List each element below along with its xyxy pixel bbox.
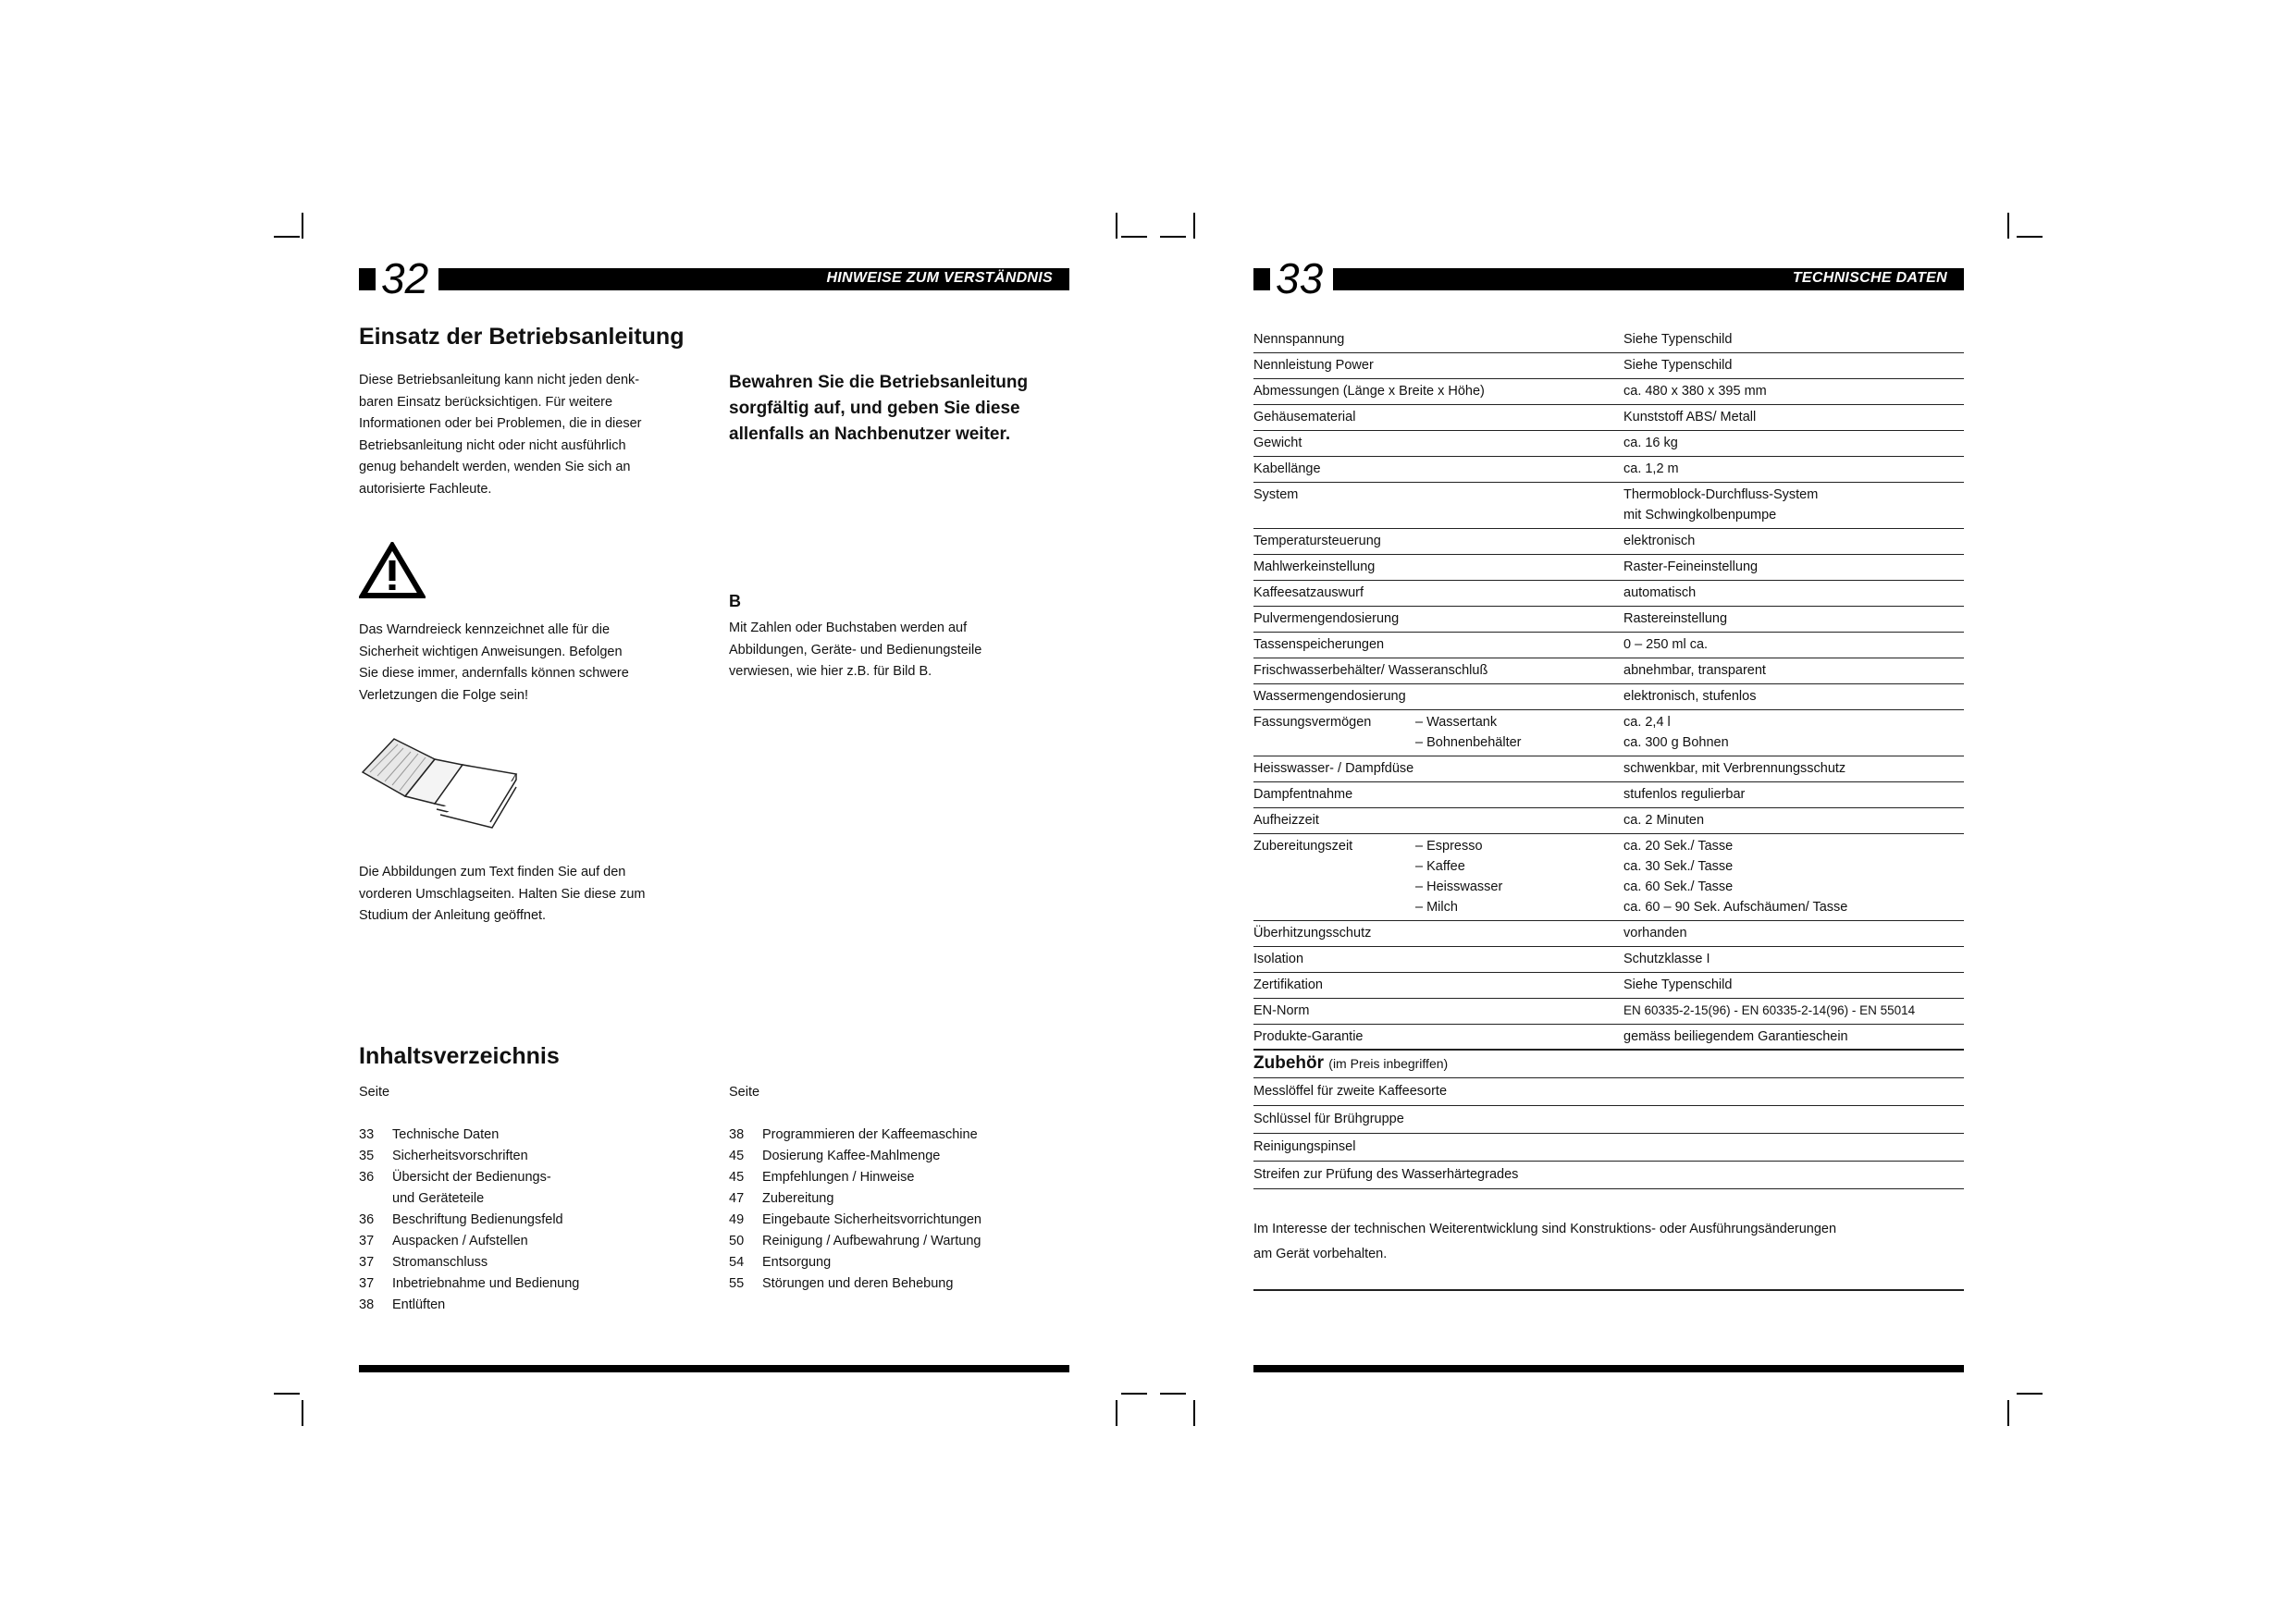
spec-label: Aufheizzeit	[1253, 813, 1319, 828]
spec-row	[1253, 947, 1964, 973]
spec-value: Thermoblock-Durchfluss-System mit Schwingkolbenpumpe	[1623, 487, 1819, 523]
spec-label: Kaffeesatzauswurf	[1253, 585, 1364, 600]
crop-mark	[1116, 1400, 1117, 1426]
spec-row	[1253, 684, 1964, 710]
spec-value: Kunststoff ABS/ Metall	[1623, 410, 1757, 424]
footer-rule	[359, 1365, 1069, 1372]
toc-seite-label: Seite	[359, 1085, 390, 1100]
warning-triangle-icon	[359, 542, 426, 599]
spec-value: elektronisch	[1623, 534, 1696, 548]
spec-value: abnehmbar, transparent	[1623, 663, 1766, 678]
spec-label: Wassermengendosierung	[1253, 689, 1406, 704]
spec-label: EN-Norm	[1253, 1003, 1310, 1018]
spec-value: gemäss beiliegendem Garantieschein	[1623, 1029, 1848, 1044]
spec-label: Zubereitungszeit	[1253, 839, 1353, 854]
header-square	[1253, 268, 1270, 290]
toc-row: 45 Dosierung Kaffee-Mahlmenge	[729, 1149, 941, 1163]
toc-row: 54 Entsorgung	[729, 1255, 832, 1270]
crop-mark	[274, 236, 300, 238]
spec-label: Pulvermengendosierung	[1253, 611, 1400, 626]
toc-row: 45 Empfehlungen / Hinweise	[729, 1170, 915, 1185]
spec-label: Isolation	[1253, 952, 1304, 966]
section-heading: Einsatz der Betriebsanleitung	[359, 324, 685, 350]
spec-value: Schutzklasse I	[1623, 952, 1710, 966]
header-bar	[1333, 268, 1964, 290]
spec-value: Siehe Typenschild	[1623, 977, 1733, 992]
spec-row	[1253, 756, 1964, 782]
toc-heading: Inhaltsverzeichnis	[359, 1043, 560, 1069]
spec-value: Rastereinstellung	[1623, 611, 1728, 626]
spec-row	[1253, 999, 1964, 1025]
spec-value: ca. 480 x 380 x 395 mm	[1623, 384, 1767, 399]
spec-sublabel: – Bohnenbehälter	[1415, 735, 1522, 750]
spec-value: EN 60335-2-15(96) - EN 60335-2-14(96) - EN 55014	[1623, 1003, 1916, 1017]
toc-row: 47 Zubereitung	[729, 1191, 834, 1206]
spec-row	[1253, 483, 1964, 529]
toc-row: 49 Eingebaute Sicherheitsvorrichtungen	[729, 1212, 981, 1227]
note-rule	[1253, 1289, 1964, 1291]
spec-label: Heisswasser- / Dampfdüse	[1253, 761, 1414, 776]
spec-row	[1253, 581, 1964, 607]
spec-row	[1253, 921, 1964, 947]
spec-label: Fassungsvermögen	[1253, 715, 1372, 730]
spec-value: elektronisch, stufenlos	[1623, 689, 1757, 704]
spec-value: ca. 1,2 m	[1623, 461, 1679, 476]
spec-value: schwenkbar, mit Verbrennungsschutz	[1623, 761, 1846, 776]
crop-mark	[2017, 1393, 2043, 1395]
toc-row: und Geräteteile	[392, 1191, 485, 1206]
spec-row	[1253, 379, 1964, 405]
crop-mark	[1121, 236, 1147, 238]
spec-row	[1253, 782, 1964, 808]
section-title: HINWEISE ZUM VERSTÄNDNIS	[826, 270, 1053, 286]
b-paragraph: Mit Zahlen oder Buchstaben werden auf Abbildungen, Geräte- und Bedienungsteile verwiesen, wie hier z.B. für Bild B.	[729, 621, 982, 679]
crop-mark	[302, 1400, 303, 1426]
figure-paragraph: Die Abbildungen zum Text finden Sie auf den vorderen Umschlagseiten. Halten Sie diese zum Studium der Anleitung geöffnet.	[359, 865, 646, 923]
spec-row	[1253, 658, 1964, 684]
spec-label: Dampfentnahme	[1253, 787, 1353, 802]
toc-row: 38 Programmieren der Kaffeemaschine	[729, 1127, 978, 1142]
spec-label: Nennspannung	[1253, 332, 1345, 347]
spec-sublabel: – Kaffee	[1415, 859, 1465, 874]
spec-value: Siehe Typenschild	[1623, 358, 1733, 373]
toc-row: 35 Sicherheitsvorschriften	[359, 1149, 528, 1163]
spec-label: Kabellänge	[1253, 461, 1321, 476]
crop-mark	[1121, 1393, 1147, 1395]
spec-label: Temperatursteuerung	[1253, 534, 1381, 548]
crop-mark	[1160, 236, 1186, 238]
spec-row	[1253, 405, 1964, 431]
toc-left	[359, 1082, 710, 1316]
spec-row	[1253, 633, 1964, 658]
toc-row: 36 Beschriftung Bedienungsfeld	[359, 1212, 563, 1227]
crop-mark	[2007, 1400, 2009, 1426]
accessories-list	[1253, 1049, 1964, 1189]
spec-sublabel: – Espresso	[1415, 839, 1483, 854]
spec-row	[1253, 529, 1964, 555]
spec-sublabel: – Wassertank	[1415, 715, 1498, 730]
spec-table	[1253, 327, 1964, 1051]
spec-value: ca. 2,4 l ca. 300 g Bohnen	[1623, 715, 1729, 750]
spec-row	[1253, 1025, 1964, 1051]
right-page	[1253, 0, 1964, 1623]
toc-row: 37 Auspacken / Aufstellen	[359, 1234, 528, 1248]
toc-row: 50 Reinigung / Aufbewahrung / Wartung	[729, 1234, 981, 1248]
toc-seite-label: Seite	[729, 1085, 760, 1100]
spec-value: stufenlos regulierbar	[1623, 787, 1746, 802]
toc-row: 38 Entlüften	[359, 1297, 446, 1312]
crop-mark	[1160, 1393, 1186, 1395]
section-title: TECHNISCHE DATEN	[1792, 270, 1947, 286]
spec-label: Abmessungen (Länge x Breite x Höhe)	[1253, 384, 1485, 399]
spec-value: ca. 20 Sek./ Tasse ca. 30 Sek./ Tasse ca. 60 Sek./ Tasse ca. 60 – 90 Sek. Aufschäumen/ Tasse	[1623, 839, 1848, 915]
accessories-title: Zubehör (im Preis inbegriffen)	[1253, 1050, 1964, 1078]
footer-rule	[1253, 1365, 1964, 1372]
toc-row: 37 Stromanschluss	[359, 1255, 488, 1270]
accessory-item: Reinigungspinsel	[1253, 1134, 1964, 1162]
warning-paragraph: Das Warndreieck kennzeichnet alle für die Sicherheit wichtigen Anweisungen. Befolgen Sie diese immer, andernfalls können schwere Verletzungen die Folge sein!	[359, 622, 629, 703]
spec-label: Überhitzungsschutz	[1253, 926, 1372, 941]
spec-value: automatisch	[1623, 585, 1697, 600]
page-header	[1253, 254, 1964, 302]
spec-row	[1253, 555, 1964, 581]
toc-row: 33 Technische Daten	[359, 1127, 500, 1142]
spec-label: Gehäusematerial	[1253, 410, 1356, 424]
spec-row	[1253, 353, 1964, 379]
page-header	[359, 254, 1069, 302]
toc-row: 55 Störungen und deren Behebung	[729, 1276, 954, 1291]
spec-label: Frischwasserbehälter/ Wasseranschluß	[1253, 663, 1488, 678]
crop-mark	[274, 1393, 300, 1395]
intro-paragraph: Diese Betriebsanleitung kann nicht jeden denk- baren Einsatz berücksichtigen. Für weitere Informationen oder bei Problemen, die in dieser Betriebsanleitung nicht oder nicht ausführlich genug behandelt werden, wenden Sie sich an autorisierte Fachleute.	[359, 373, 642, 497]
crop-mark	[302, 213, 303, 239]
spec-sublabel: – Heisswasser	[1415, 879, 1503, 894]
spec-value: ca. 2 Minuten	[1623, 813, 1705, 828]
left-page	[359, 0, 1069, 1623]
crop-mark	[1193, 1400, 1195, 1426]
crop-mark	[1116, 213, 1117, 239]
spec-row	[1253, 457, 1964, 483]
spec-value: vorhanden	[1623, 926, 1687, 941]
spec-value: 0 – 250 ml ca.	[1623, 637, 1709, 652]
spec-row	[1253, 973, 1964, 999]
b-label: B	[729, 592, 741, 610]
spec-row	[1253, 710, 1964, 756]
spec-value: Siehe Typenschild	[1623, 332, 1733, 347]
spec-label: Nennleistung Power	[1253, 358, 1374, 373]
spec-label: Tassenspeicherungen	[1253, 637, 1385, 652]
spec-label: Zertifikation	[1253, 977, 1323, 992]
spec-label: Gewicht	[1253, 436, 1302, 450]
toc-row: 36 Übersicht der Bedienungs-	[359, 1170, 551, 1185]
spec-row	[1253, 607, 1964, 633]
change-notice: Im Interesse der technischen Weiterentwicklung sind Konstruktions- oder Ausführungsänderungen am Gerät vorbehalten.	[1253, 1222, 1837, 1261]
spec-label: System	[1253, 487, 1299, 502]
spec-value: Raster-Feineinstellung	[1623, 559, 1759, 574]
toc-right	[729, 1082, 1069, 1295]
header-bar	[438, 268, 1069, 290]
spec-label: Mahlwerkeinstellung	[1253, 559, 1376, 574]
spec-row	[1253, 327, 1964, 353]
accessory-item: Streifen zur Prüfung des Wasserhärtegrades	[1253, 1162, 1964, 1189]
spec-row	[1253, 834, 1964, 921]
keep-manual-note: Bewahren Sie die Betriebsanleitung sorgfältig auf, und geben Sie diese allenfalls an Nachbenutzer weiter.	[729, 373, 1029, 444]
accessory-item: Schlüssel für Brühgruppe	[1253, 1106, 1964, 1134]
folded-manual-icon	[361, 737, 520, 839]
spec-row	[1253, 431, 1964, 457]
accessory-item: Messlöffel für zweite Kaffeesorte	[1253, 1078, 1964, 1106]
page-number: 33	[1276, 254, 1324, 302]
spec-label: Produkte-Garantie	[1253, 1029, 1364, 1044]
toc-row: 37 Inbetriebnahme und Bedienung	[359, 1276, 580, 1291]
crop-mark	[1193, 213, 1195, 239]
header-square	[359, 268, 376, 290]
spec-sublabel: – Milch	[1415, 900, 1458, 915]
spec-row	[1253, 808, 1964, 834]
spec-value: ca. 16 kg	[1623, 436, 1678, 450]
page-number: 32	[381, 254, 429, 302]
crop-mark	[2017, 236, 2043, 238]
crop-mark	[2007, 213, 2009, 239]
